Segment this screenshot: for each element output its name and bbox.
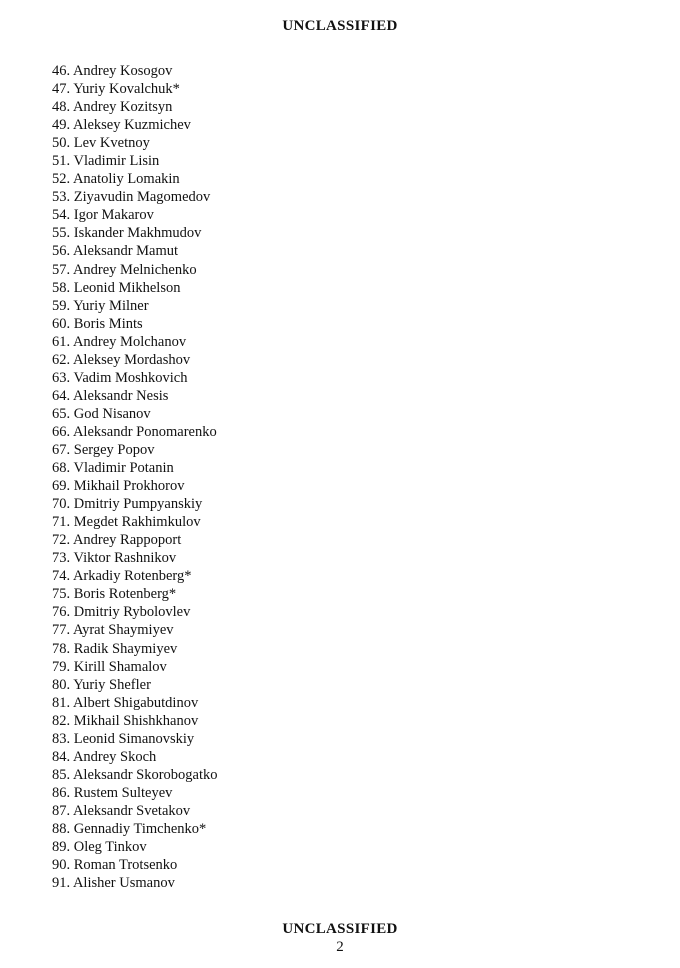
list-item: 91. Alisher Usmanov	[52, 875, 175, 892]
list-item: 78. Radik Shaymiyev	[52, 640, 178, 657]
list-item: 47. Yuriy Kovalchuk*	[52, 81, 180, 98]
list-item: 79. Kirill Shamalov	[52, 658, 167, 675]
list-item: 76. Dmitriy Rybolovlev	[52, 604, 191, 621]
list-item: 75. Boris Rotenberg*	[52, 586, 177, 603]
name-list	[52, 62, 218, 892]
list-item: 63. Vadim Moshkovich	[52, 369, 188, 386]
list-item: 46. Andrey Kosogov	[52, 63, 173, 79]
list-item: 80. Yuriy Shefler	[52, 676, 151, 693]
list-item: 62. Aleksey Mordashov	[52, 351, 191, 368]
list-item: 68. Vladimir Potanin	[52, 460, 174, 477]
list-item: 49. Aleksey Kuzmichev	[52, 117, 191, 134]
list-item: 66. Aleksandr Ponomarenko	[52, 423, 217, 440]
list-item: 54. Igor Makarov	[52, 207, 154, 224]
list-item: 53. Ziyavudin Magomedov	[52, 189, 211, 206]
list-item: 48. Andrey Kozitsyn	[52, 99, 173, 116]
list-item: 77. Ayrat Shaymiyev	[52, 622, 174, 639]
list-item: 51. Vladimir Lisin	[52, 153, 160, 170]
list-item: 84. Andrey Skoch	[52, 748, 157, 765]
header-classification: UNCLASSIFIED	[282, 18, 398, 34]
list-item: 73. Viktor Rashnikov	[52, 550, 177, 567]
list-item: 70. Dmitriy Pumpyanskiy	[52, 496, 203, 513]
list-item: 89. Oleg Tinkov	[52, 839, 147, 856]
list-item: 59. Yuriy Milner	[52, 297, 149, 314]
list-item: 82. Mikhail Shishkhanov	[52, 712, 199, 729]
list-item: 81. Albert Shigabutdinov	[52, 694, 199, 711]
list-item: 57. Andrey Melnichenko	[52, 261, 197, 278]
list-item: 55. Iskander Makhmudov	[52, 225, 202, 242]
list-item: 58. Leonid Mikhelson	[52, 279, 181, 296]
list-item: 87. Aleksandr Svetakov	[52, 802, 191, 819]
footer	[0, 920, 680, 956]
list-item: 86. Rustem Sulteyev	[52, 784, 173, 801]
list-item: 65. God Nisanov	[52, 405, 151, 422]
list-item: 83. Leonid Simanovskiy	[52, 730, 195, 747]
list-item: 72. Andrey Rappoport	[52, 532, 182, 549]
list-item: 52. Anatoliy Lomakin	[52, 171, 180, 188]
list-item: 64. Aleksandr Nesis	[52, 387, 169, 404]
list-item: 85. Aleksandr Skorobogatko	[52, 766, 218, 783]
list-item: 61. Andrey Molchanov	[52, 333, 187, 350]
list-item: 90. Roman Trotsenko	[52, 857, 178, 874]
list-item: 67. Sergey Popov	[52, 441, 155, 458]
list-item: 88. Gennadiy Timchenko*	[52, 820, 207, 837]
list-item: 60. Boris Mints	[52, 315, 143, 332]
list-item: 71. Megdet Rakhimkulov	[52, 514, 201, 531]
list-item: 50. Lev Kvetnoy	[52, 135, 150, 152]
list-item: 74. Arkadiy Rotenberg*	[52, 568, 192, 585]
list-item: 69. Mikhail Prokhorov	[52, 478, 185, 495]
list-item: 56. Aleksandr Mamut	[52, 243, 179, 260]
page-number: 2	[336, 939, 344, 955]
footer-classification: UNCLASSIFIED	[282, 921, 398, 937]
